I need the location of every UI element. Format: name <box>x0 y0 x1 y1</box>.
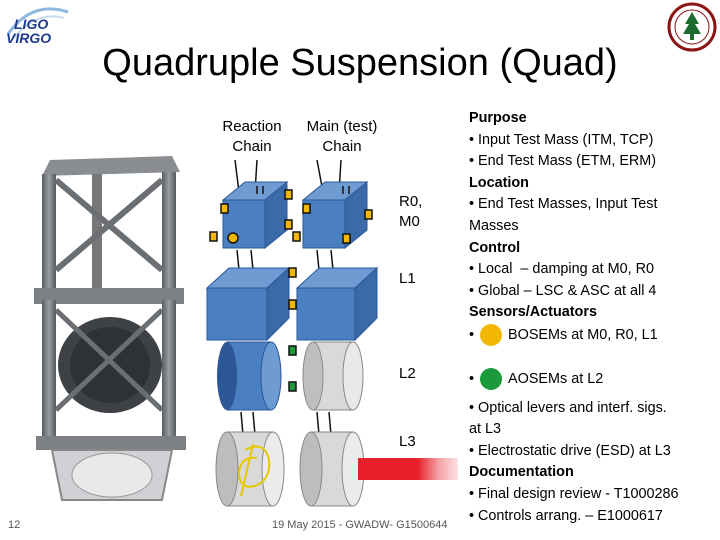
control-item: • Global – LSC & ASC at all 4 <box>469 282 657 299</box>
aosem-color-dot <box>480 368 502 390</box>
main-chain-label <box>300 117 384 157</box>
sensors-item: at L3 <box>469 421 502 438</box>
control-heading: Control <box>469 239 521 256</box>
stage-label-l2: L2 <box>399 365 416 382</box>
logo-text-virgo: VIRGO <box>6 30 52 46</box>
stage-label-r0-m0: R0, M0 <box>399 193 423 230</box>
sensors-item: • Optical levers and interf. sigs. <box>469 399 667 416</box>
reaction-chain-text: Reaction Chain <box>222 118 282 155</box>
logo-text-ligo: LIGO <box>14 16 49 32</box>
stage-l1-main-block <box>297 268 377 340</box>
documentation-item: • Final design review - T1000286 <box>469 485 679 502</box>
location-item: Masses <box>469 217 519 234</box>
quad-suspension-photo <box>22 150 194 515</box>
bosem-item: • BOSEMs at M0, R0, L1 <box>469 324 719 346</box>
stage-l3-test-mass <box>300 432 364 506</box>
stage-label-l1: L1 <box>399 270 416 287</box>
purpose-heading: Purpose <box>469 110 527 126</box>
control-item: • Local – damping at M0, R0 <box>469 261 655 278</box>
info-panel <box>469 108 719 527</box>
stage-m0-block <box>303 182 367 248</box>
footer-text: 19 May 2015 - GWADW- G1500644 <box>272 519 448 531</box>
bosem-text: BOSEMs at M0, R0, L1 <box>508 326 658 343</box>
documentation-item: • Controls arrang. – E1000617 <box>469 507 663 524</box>
stage-l2-main-mass <box>303 342 363 410</box>
documentation-heading: Documentation <box>469 464 574 481</box>
location-item: • End Test Masses, Input Test <box>469 196 658 213</box>
reaction-chain-label <box>212 117 292 157</box>
slide-number: 12 <box>8 519 21 531</box>
main-chain-text: Main (test) Chain <box>306 118 378 155</box>
location-heading: Location <box>469 174 529 191</box>
slide-title: Quadruple Suspension (Quad) <box>102 42 618 84</box>
stage-l3-reaction-mass <box>216 432 284 506</box>
laser-beam <box>358 458 458 480</box>
aosem-text: AOSEMs at L2 <box>508 370 604 387</box>
bosem-color-dot <box>480 324 502 346</box>
sensors-item: • Electrostatic drive (ESD) at L3 <box>469 442 671 459</box>
stage-label-l3: L3 <box>399 433 416 450</box>
stage-l2-reaction-mass <box>217 342 281 410</box>
aosem-item: • AOSEMs at L2 <box>469 368 719 390</box>
purpose-item: • End Test Mass (ETM, ERM) <box>469 153 657 170</box>
sensors-heading: Sensors/Actuators <box>469 304 597 321</box>
purpose-item: • Input Test Mass (ITM, TCP) <box>469 131 654 148</box>
stage-l1-reaction-block <box>207 268 289 340</box>
